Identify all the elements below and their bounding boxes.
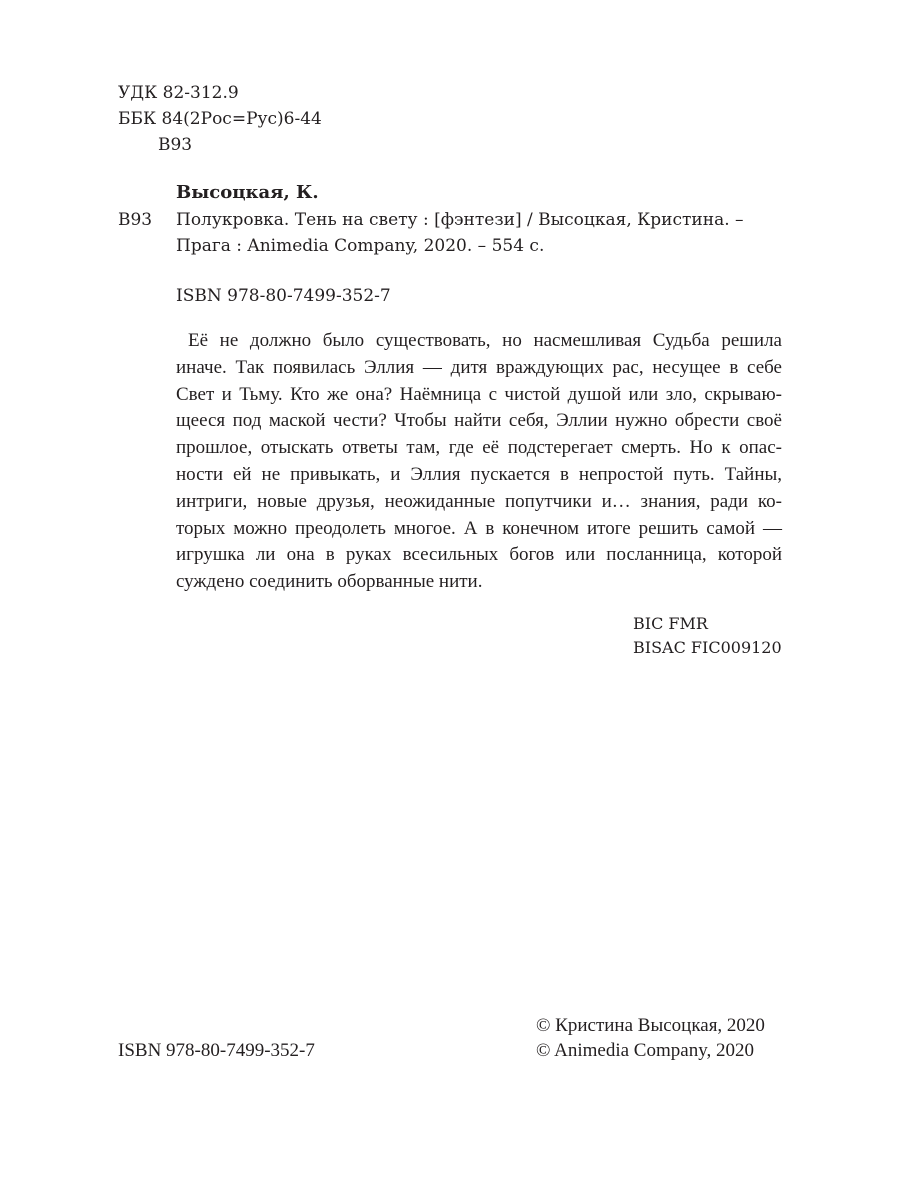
annotation-line: торых можно преодолеть многое. А в конечном итоге решить самой — <box>176 517 782 539</box>
annotation-line: Её не должно было существовать, но насмешливая Судьба решила <box>188 330 782 351</box>
copyright-publisher: © Animedia Company, 2020 <box>536 1040 754 1061</box>
title-description-line-1: Полукровка. Тень на свету : [фэнтези] / Высоцкая, Кристина. – <box>176 210 744 230</box>
author-sign-top: В93 <box>158 135 193 155</box>
annotation-line: щееся под маской чести? Чтобы найти себя, Эллии нужно обрести своё <box>176 410 782 432</box>
udk-code: УДК 82-312.9 <box>118 83 239 103</box>
bisac-code: BISAC FIC009120 <box>633 638 782 657</box>
annotation-line: прошлое, отыскать ответы там, где её подстерегает смерть. Но к опас- <box>176 437 782 459</box>
author-sign-left: В93 <box>118 210 153 230</box>
copyright-author: © Кристина Высоцкая, 2020 <box>536 1015 765 1036</box>
bic-code: BIC FMR <box>633 614 708 633</box>
isbn-footer: ISBN 978-80-7499-352-7 <box>118 1040 315 1061</box>
annotation-line: интриги, новые друзья, неожиданные попутчики и… знания, ради ко- <box>176 490 782 512</box>
annotation-line: иначе. Так появилась Эллия — дитя враждующих рас, несущее в себе <box>176 356 782 378</box>
author-heading: Высоцкая, К. <box>176 182 319 203</box>
annotation-line: Свет и Тьму. Кто же она? Наёмница с чистой душой или зло, скрываю- <box>176 383 782 405</box>
isbn-catalog: ISBN 978-80-7499-352-7 <box>176 286 391 306</box>
annotation-line: суждено соединить оборванные нити. <box>176 571 483 593</box>
annotation-line: ности ей не привыкать, и Эллия пускается в непростой путь. Тайны, <box>176 463 782 485</box>
title-description-line-2: Прага : Animedia Company, 2020. – 554 с. <box>176 236 545 256</box>
annotation-paragraph <box>176 328 782 596</box>
bbk-code: ББК 84(2Рос=Рус)6-44 <box>118 109 322 129</box>
annotation-line: игрушка ли она в руках всесильных богов или посланница, которой <box>176 544 782 566</box>
